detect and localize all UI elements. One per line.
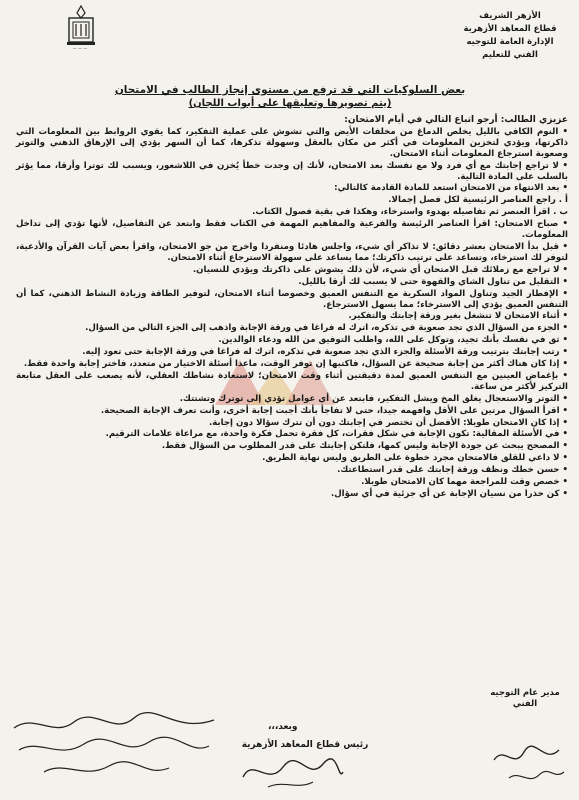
head-signature-block xyxy=(220,740,390,750)
closing-greeting: وبعد،،، xyxy=(268,722,298,732)
director-signature-block xyxy=(485,688,565,710)
paragraph: • رتب إجابتك بترتيب ورقة الأسئلة والجزء الذي تجد صعوبة في تذكره، اترك له فراغا في ورقة الإجابة حتى تعود إليه. xyxy=(82,347,568,358)
paragraph: • ثق في نفسك بأنك تجيد، وتوكل على الله، واطلب التوفيق من الله ودعاء الوالدين. xyxy=(218,335,568,346)
paragraph: • حسن خطك ونظف ورقة إجابتك على قدر استطاعتك. xyxy=(337,465,568,476)
title-subtitle: (يتم تصويرها وتعليقها على أبواب اللجان) xyxy=(188,98,392,109)
paragraph: • كن حذرا من نسيان الإجابة عن أي جزئية في أي سؤال. xyxy=(330,489,568,499)
paragraph: • النوم الكافي بالليل يخلص الدماغ من مخلفات الأيض والتي تشوش على عملية التفكير، كما يقوي الروابط بين المعلومات التي ذاكرتها، ويؤدي لتخزين المعلومات في أكثر من مكان بالعقل وسهولة تذكرها، كما أن السهر يؤدي إلى الإرهاق الذهني والتوتر وصعوبة استرجاع المعلومات أثناء الامتحان. xyxy=(16,126,568,159)
paragraph: أ . راجع العناصر الرئيسية لكل فصل إجمالا. xyxy=(388,195,568,206)
paragraph: • قبل بدأ الامتحان بعشر دقائق: لا تذاكر أي شيء، واجلس هادئا ومنفردا واخرج من جو الامتحان، واقرأ بعض آيات القرآن والأدعية، لتوفر لك استرخاء، وتساعد على ترتيب ذاكرتك؛ مما يساعد على سهولة الاسترجاع أثناء الامتحان. xyxy=(16,241,568,263)
org-line: قطاع المعاهد الأزهرية xyxy=(463,24,557,34)
paragraph: • المصحح يبحث عن جودة الإجابة وليس كمها، فلتكن إجابتك على قدر المطلوب من السؤال فقط. xyxy=(161,441,568,452)
director-signature-icon xyxy=(489,740,569,790)
handwritten-note-icon xyxy=(4,708,224,788)
azhar-emblem-icon xyxy=(66,4,96,46)
paragraph: • لا تراجع مع زملائك قبل الامتحان أي شيء، لأن ذلك يشوش على ذاكرتك ويؤدي للنسيان. xyxy=(192,264,568,275)
head-signature-icon xyxy=(238,752,348,792)
head-title: رئيس قطاع المعاهد الأزهرية xyxy=(241,740,369,750)
paragraph: • إذا كان هناك أكثر من إجابة صحيحة عن السؤال، فاكتبها إن توفر الوقت، ماعدا أسئلة الاختيار من متعدد، فاختر إجابة واحدة فقط. xyxy=(23,359,568,370)
emblem-caption: — — — xyxy=(72,46,88,51)
org-line: الأزهر الشريف xyxy=(479,11,541,21)
title-main: بعض السلوكيات التي قد ترفع من مستوى إنجاز الطالب في الامتحان xyxy=(114,84,466,96)
paragraph: • خصص وقت للمراجعة مهما كان الامتحان طويلا. xyxy=(361,477,568,488)
director-title: مدير عام التوجيه الفني xyxy=(490,688,560,709)
greeting: عزيزي الطالب: أرجو اتباع التالي في أيام الامتحان: xyxy=(344,115,568,125)
paragraph: • أثناء الامتحان لا تنشغل بغير ورقة إجابتك والتفكير. xyxy=(348,311,568,322)
organization-header xyxy=(455,10,565,62)
paragraph: ب . اقرأ العنصر ثم تفاصيله بهدوء واسترخاء، وهكذا في بقية فصول الكتاب. xyxy=(252,207,568,218)
paragraph: • بإغماض العينين مع التنفس العميق لمدة دقيقتين أثناء وقت الامتحان؛ لاستعادة نشاطك العقلي، لأنه يصعب على العقل متابعة التركيز لأكثر من ساعة. xyxy=(16,370,568,392)
paragraph: • في الأسئلة المقالية: تكون الإجابة في شكل فقرات، كل فقرة تحمل فكرة واحدة، مع مراعاة علامات الترقيم. xyxy=(105,429,568,440)
paragraph: • اقرأ السؤال مرتين على الأقل وافهمه جيدا، حتى لا تفاجأ بأنك أجبت إجابة أخرى، وأنت تعرف الإجابة الصحيحة. xyxy=(100,405,568,416)
org-line: الإدارة العامة للتوجيه الفني للتعليم xyxy=(466,37,554,60)
paragraph: • الجزء من السؤال الذي تجد صعوبة في تذكره، اترك له فراغا في ورقة الإجابة واذهب إلى الجزء التالي من السؤال. xyxy=(85,323,568,334)
paragraph: • التقليل من تناول الشاي والقهوة حتى لا يسبب لك أرقا بالليل. xyxy=(298,276,568,287)
paragraph: • بعد الانتهاء من الامتحان استعد للمادة القادمة كالتالي: xyxy=(334,183,568,194)
paragraph: • صباح الامتحان: اقرأ العناصر الرئيسة والفرعية والمفاهيم المهمة في الكتاب فقط وابتعد عن التفاصيل، لأنها تؤدي إلى تداخل المعلومات. xyxy=(16,219,568,241)
document-body xyxy=(16,115,568,501)
paragraph: • إذا كان الامتحان طويلا: الأفضل أن تختصر في إجابتك دون أن تترك سؤالا دون إجابة. xyxy=(208,417,568,428)
paragraph: • التوتر والاستعجال يغلق المخ ويشل التفكير، فابتعد عن أي عوامل تؤدي إلى توترك وتشتتك. xyxy=(179,393,568,404)
paragraph: • لا تراجع إجابتك مع أي فرد ولا مع نفسك بعد الامتحان، لأنك إن وجدت خطأ يُخزن في اللاشعور، ويسبب لك توترا وأرقا، مما يؤثر بالسلب على المادة التالية. xyxy=(16,160,568,182)
paragraph: • لا داعي للقلق فالامتحان مجرد خطوة على الطريق وليس نهاية الطريق. xyxy=(262,453,568,464)
document-title xyxy=(50,83,530,111)
paragraph: • الإفطار الجيد وتناول المواد السكرية مع التنفس العميق وخصوصا أثناء الامتحان، لتوفير الطاقة وزيادة النشاط الذهني، كما أن التنفس العميق يؤدي إلى الاسترخاء؛ مما يسهل الاسترجاع. xyxy=(16,288,568,310)
